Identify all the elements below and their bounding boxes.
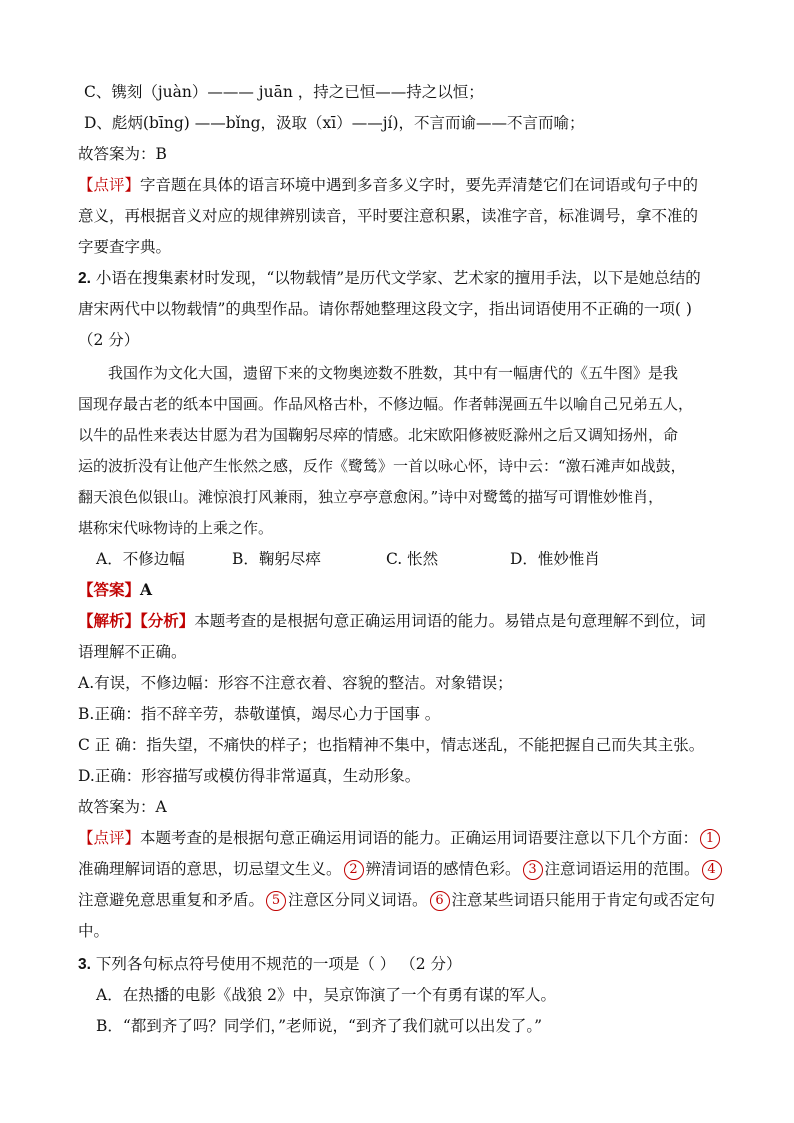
answer-value: A	[140, 580, 153, 599]
question-2-stem: 唐宋两代中以物载情”的典型作品。请你帮她整理这段文字，指出词语使用不正确的一项( )	[78, 300, 692, 318]
circled-number: 4	[702, 860, 722, 880]
question-3-stem	[78, 953, 462, 976]
comment-row: 中。	[78, 922, 110, 940]
comment-text: 准确理解词语的意思，切忌望文生义。	[78, 860, 342, 878]
passage-line: 以牛的品性来表达甘愿为君为国鞠躬尽瘁的情感。北宋欧阳修被贬滁州之后又调知扬州，命	[78, 426, 679, 444]
q3-option-a: A．在热播的电影《战狼 2》中，吴京饰演了一个有勇有谋的军人。	[96, 986, 556, 1004]
analysis-tag: 【解析】【分析】	[78, 611, 195, 630]
question-text: 下列各句标点符号使用不规范的一项是（ ） （2 分）	[90, 955, 462, 973]
option-d: D．惟妙惟肖	[510, 550, 600, 568]
explain-c: C 正 确：指失望，不痛快的样子；也指精神不集中，情志迷乱，不能把握自己而失其主张。	[78, 736, 705, 754]
question-2-stem	[78, 267, 701, 290]
question-number: 3.	[78, 956, 91, 973]
comment-row	[78, 889, 715, 911]
question-2-score: （2 分）	[78, 331, 140, 349]
comment-text: 注意某些词语只能用于肯定句或否定句	[451, 891, 716, 909]
comment-line: 意义，再根据音义对应的规律辨别读音，平时要注意积累，读准字音，标准调号，拿不准的	[78, 207, 699, 225]
comment-text: 辨清词语的感情色彩。	[365, 860, 521, 878]
circled-number: 5	[266, 891, 286, 911]
option-c-line: C、镌刻（juàn）——— juān ，持之已恒——持之以恒；	[84, 83, 484, 101]
analysis-text: 本题考查的是根据句意正确运用词语的能力。易错点是句意理解不到位，词	[194, 612, 706, 630]
comment-tag: 【点评】	[78, 176, 141, 194]
passage-line: 翻天浪色似银山。滩惊浪打风兼雨，独立亭亭意愈闲。”诗中对鹭鸶的描写可谓惟妙惟肖，	[78, 488, 664, 506]
circled-number: 1	[700, 829, 720, 849]
comment-line	[78, 174, 698, 196]
explain-d: D.正确：形容描写或模仿得非常逼真，生动形象。	[78, 767, 421, 785]
option-c: C. 怅然	[386, 550, 439, 568]
circled-number: 6	[430, 891, 450, 911]
comment-row	[78, 858, 724, 880]
answer-line: 故答案为：B	[78, 145, 167, 163]
analysis-row: 语理解不正确。	[78, 643, 187, 661]
comment-text: 注意区分同义词语。	[288, 891, 428, 909]
comment-text: 本题考查的是根据句意正确运用词语的能力。正确运用词语要注意以下几个方面：	[140, 829, 699, 847]
option-a: A．不修边幅	[96, 550, 185, 568]
analysis-row	[78, 610, 706, 632]
circled-number: 3	[523, 860, 543, 880]
final-answer: 故答案为：A	[78, 798, 167, 816]
comment-row	[78, 827, 722, 849]
answer-tag: 【答案】	[78, 580, 141, 599]
passage-line: 国现存最古老的纸本中国画。作品风格古朴，不修边幅。作者韩滉画五牛以喻自己兄弟五人，	[78, 395, 694, 413]
explain-a: A.有误，不修边幅：形容不注意衣着、容貌的整洁。对象错误；	[78, 674, 513, 692]
comment-line: 字要查字典。	[78, 238, 172, 256]
question-text: 小语在搜集素材时发现，“以物载情”是历代文学家、艺术家的擅用手法，以下是她总结的	[90, 269, 701, 287]
comment-text: 注意词语运用的范围。	[544, 860, 700, 878]
passage-line: 堪称宋代咏物诗的上乘之作。	[78, 519, 274, 537]
option-b: B．鞠躬尽瘁	[232, 550, 321, 568]
passage-line: 运的波折没有让他产生怅然之感，反作《鹭鸶》一首以咏心怀，诗中云：“激石滩声如战鼓，	[78, 457, 686, 475]
circled-number: 2	[344, 860, 364, 880]
comment-tag: 【点评】	[78, 829, 141, 847]
comment-text: 字音题在具体的语言环境中遇到多音多义字时，要先弄清楚它们在词语或句子中的	[140, 176, 699, 194]
explain-b: B.正确：指不辞辛劳，恭敬谨慎，竭尽心力于国事 。	[78, 705, 441, 723]
option-d-line: D、彪炳(bīng) ——bǐng，汲取（xī）——jí)，不言而谕——不言而喻；	[84, 114, 585, 132]
question-number: 2.	[78, 270, 91, 287]
q3-option-b: B．“都到齐了吗？同学们，”老师说，“到齐了我们就可以出发了。”	[96, 1017, 543, 1035]
passage-line: 我国作为文化大国，遗留下来的文物奥迹数不胜数，其中有一幅唐代的《五牛图》是我	[108, 364, 679, 382]
comment-text: 注意避免意思重复和矛盾。	[78, 891, 265, 909]
answer-row	[78, 579, 152, 601]
